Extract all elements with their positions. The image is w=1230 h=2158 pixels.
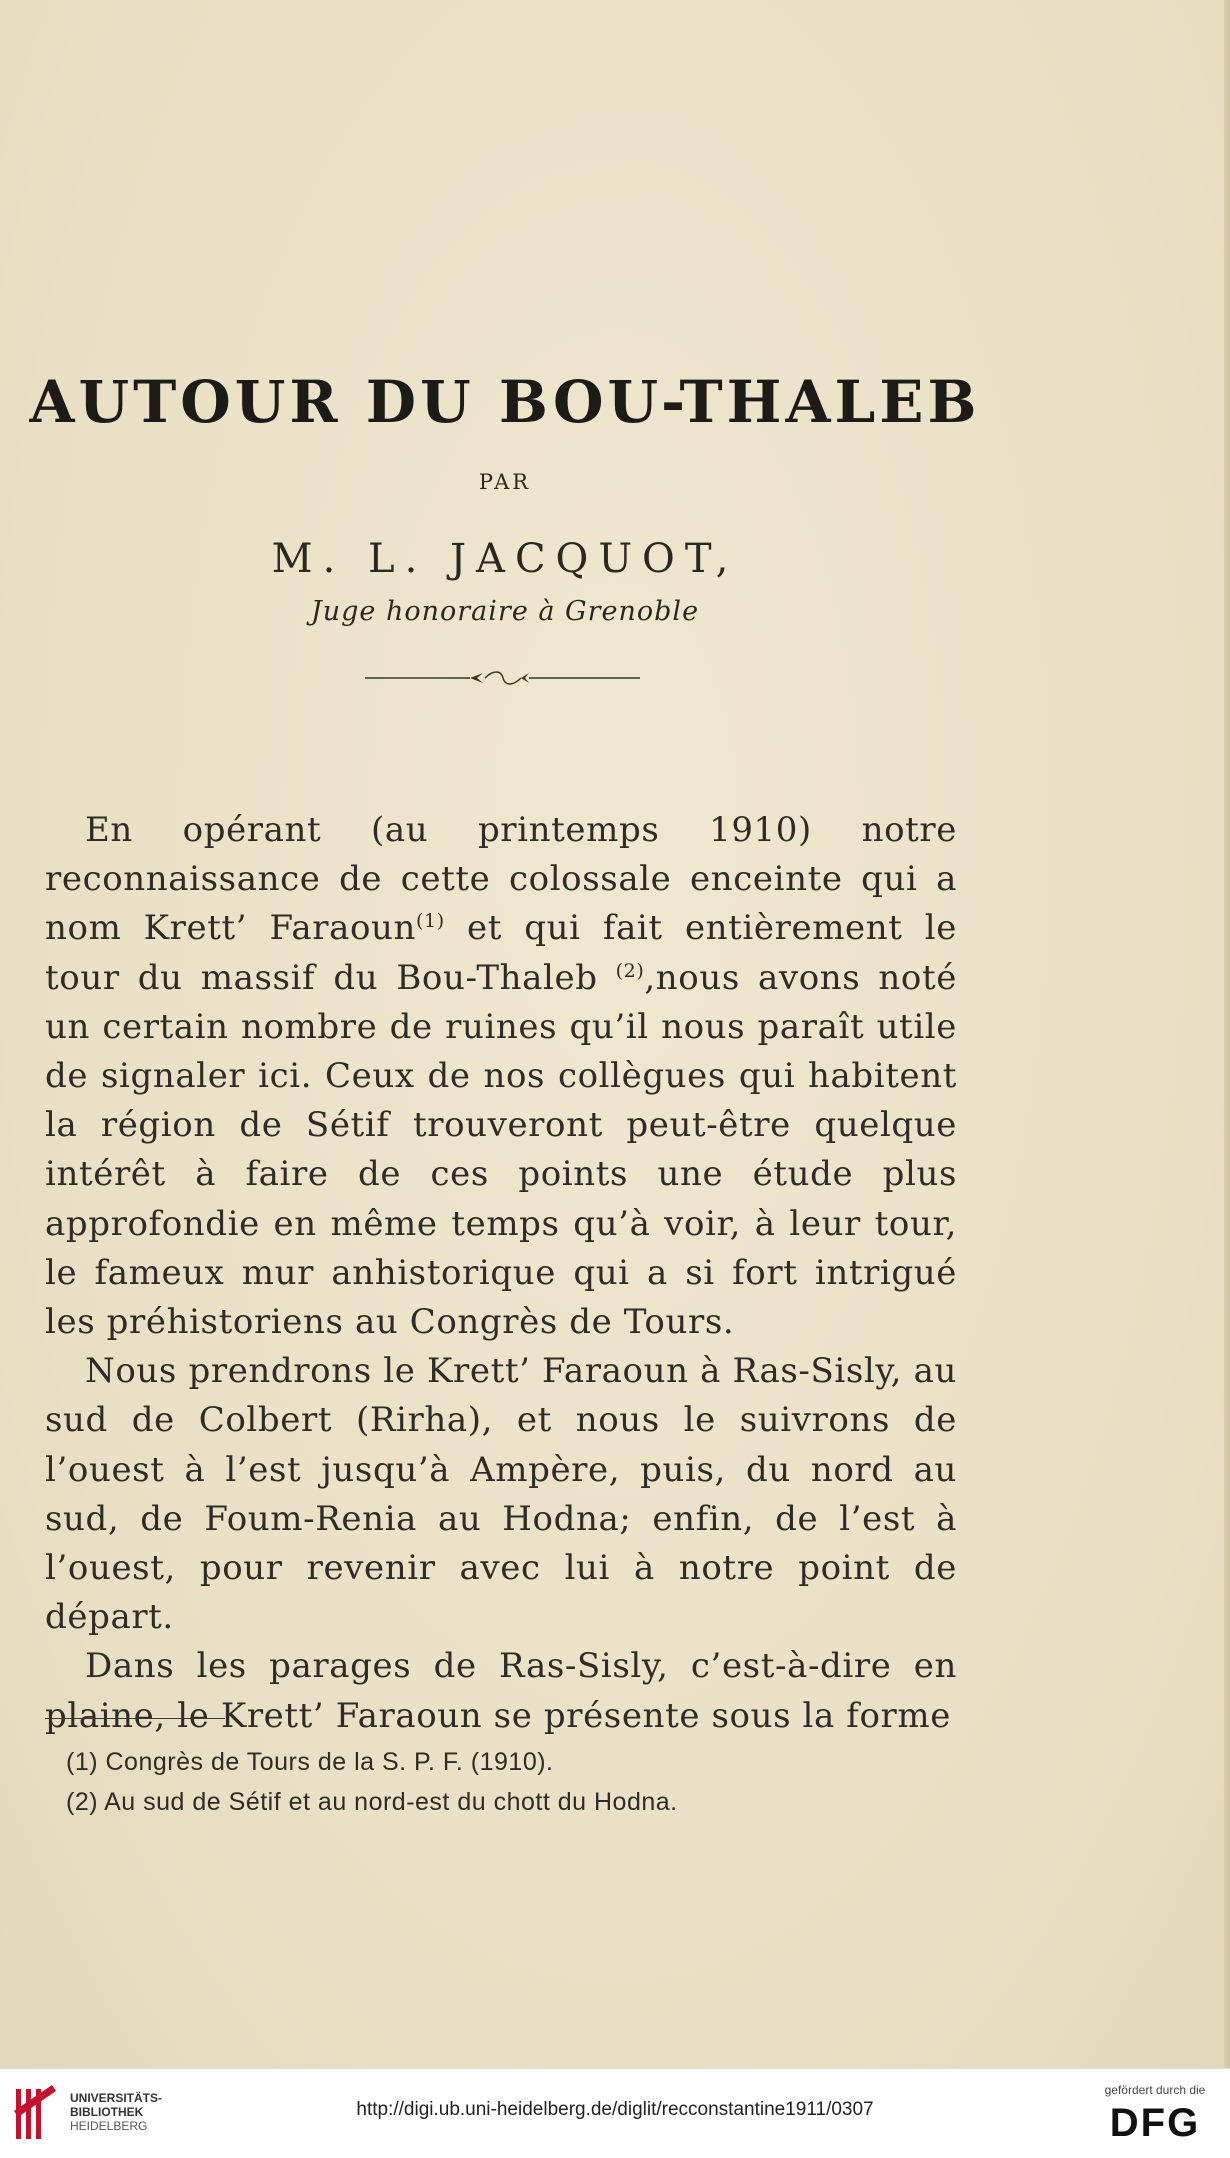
library-line-1: UNIVERSITÄTS- [70, 2091, 163, 2105]
dfg-logo: DFG [1109, 2101, 1201, 2145]
paragraph-text: Dans les parages de Ras-Sisly, c’est-à-dire en plaine, le Krett’ Faraoun se présente sous la forme [45, 1646, 957, 1736]
footnote-2: (2) Au sud de Sétif et au nord-est du chott du Hodna. [66, 1788, 678, 1816]
footnote-ref: (1) [416, 910, 445, 933]
footnote-1: (1) Congrès de Tours de la S. P. F. (1910). [66, 1748, 554, 1776]
ornament-divider-icon [365, 668, 640, 688]
author-affiliation: Juge honoraire à Grenoble [310, 596, 700, 627]
funded-by-label: gefördert durch die [1104, 2083, 1206, 2097]
article-title: AUTOUR DU BOU-THALEB [29, 368, 981, 436]
author-name: M. L. JACQUOT, [271, 536, 739, 582]
library-line-2: BIBLIOTHEK [70, 2105, 144, 2119]
paragraph-text: et qui fait entièrement le tour du massif du Bou-Thaleb [45, 908, 957, 998]
library-line-3: HEIDELBERG [70, 2119, 148, 2133]
paragraph-text: Nous prendrons le Krett’ Faraoun à Ras-Sisly, au sud de Colbert (Rirha), et nous le suivrons de l’ouest à l’est jusqu’à Ampère, puis, du nord au sud, de Foum-Renia au Hodna; enfin, de l’est à l’ouest, pour revenir avec lui à notre point de départ. [45, 1351, 957, 1638]
footnote-rule [45, 1718, 225, 1719]
body-text [45, 806, 957, 1741]
footnote-ref: (2) [615, 959, 645, 982]
body-paragraph [45, 1347, 957, 1642]
body-paragraph [45, 1642, 957, 1740]
byline-par: PAR [478, 470, 532, 494]
footer-bar [0, 2068, 1230, 2158]
paragraph-text: ,nous avons noté un certain nombre de ruines qu’il nous paraît utile de signaler ici. Ceux de nos collègues qui habitent la région de Sétif trouveront peut-être quelque intérêt à faire de ces points une étude plus approfondie en même temps qu’à voir, à leur tour, le fameux mur anhistorique qui a si fort intrigué les préhistoriens au Congrès de Tours. [45, 957, 957, 1343]
footnotes [66, 1742, 926, 1822]
permalink-url[interactable]: http://digi.ub.uni-heidelberg.de/diglit/recconstantine1911/0307 [356, 2099, 874, 2120]
body-paragraph [45, 806, 957, 1347]
paragraph-text: En opérant (au printemps 1910) notre reconnaissance de cette colossale enceinte qui a nom Krett’ Faraoun [45, 810, 957, 949]
